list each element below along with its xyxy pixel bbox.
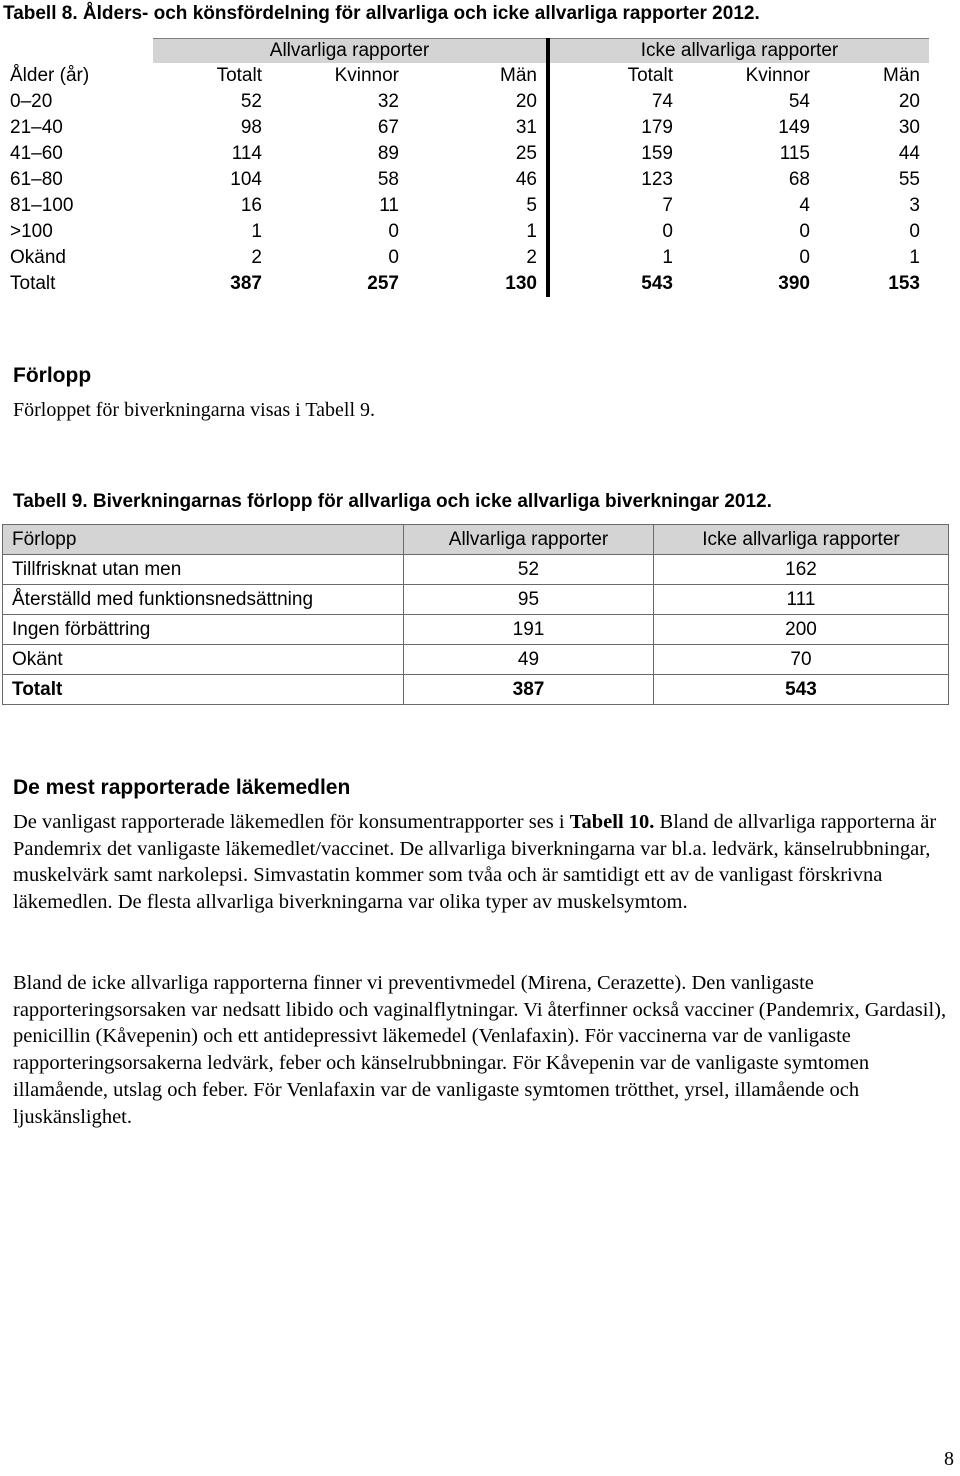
table8-total-cell: 543 bbox=[641, 273, 673, 294]
table8-cell: 81–100 bbox=[10, 195, 74, 216]
table9-total-label: Totalt bbox=[3, 675, 404, 705]
table-row bbox=[3, 585, 949, 615]
table-row bbox=[3, 219, 929, 245]
table8-cell: 98 bbox=[240, 117, 262, 138]
table9-cell: 191 bbox=[404, 615, 654, 645]
table8-caption: Tabell 8. Ålders- och könsfördelning för allvarliga och icke allvarliga rapporter 2012. bbox=[3, 3, 760, 24]
table8-cell: 11 bbox=[379, 195, 399, 216]
table-row bbox=[3, 555, 949, 585]
table8-group-header-serious: Allvarliga rapporter bbox=[153, 39, 548, 64]
table8-cell: 25 bbox=[408, 141, 548, 167]
table9-total-cell: 543 bbox=[654, 675, 949, 705]
table8-cell: 0 bbox=[799, 247, 810, 268]
table8-total-cell: 257 bbox=[367, 273, 399, 294]
table-row bbox=[3, 141, 929, 167]
table8-cell: 74 bbox=[651, 91, 673, 112]
table-row bbox=[3, 245, 929, 271]
table8-total-label: Totalt bbox=[10, 273, 56, 294]
table8-column-header: Män bbox=[408, 63, 548, 89]
table-row bbox=[3, 193, 929, 219]
table9-column-header: Förlopp bbox=[3, 525, 404, 555]
outcome-table bbox=[2, 524, 949, 705]
table-row bbox=[3, 115, 929, 141]
table9-caption: Tabell 9. Biverkningarnas förlopp för allvarliga och icke allvarliga biverkningar 2012. bbox=[13, 491, 772, 512]
table9-cell: 111 bbox=[654, 585, 949, 615]
table9-cell: 200 bbox=[654, 615, 949, 645]
table8-cell: 67 bbox=[377, 117, 399, 138]
lakemedel-heading: De mest rapporterade läkemedlen bbox=[13, 776, 351, 799]
paragraph-text: Bland de allvarliga rapporterna är Pandemrix det vanligaste läkemedlet/vaccinet. De allvarliga biverkningarna var bl.a. ledvärk, känselrubbningar, muskelvärk samt narkolepsi. Simvastatin kommer som tvåa och är samtidigt ett av de vanligast förskrivna läkemedlen. De flesta allvarliga biverkningarna var olika typer av muskelsymtom. bbox=[13, 811, 937, 914]
table8-cell: 1 bbox=[251, 221, 262, 242]
table-total-row bbox=[3, 271, 929, 297]
table9-total-cell: 387 bbox=[404, 675, 654, 705]
table8-cell: 32 bbox=[377, 91, 399, 112]
table9-cell: 162 bbox=[654, 555, 949, 585]
age-gender-table bbox=[3, 38, 929, 297]
table8-cell: Okänd bbox=[10, 247, 66, 268]
table8-cell: 5 bbox=[408, 193, 548, 219]
table8-total-cell: 130 bbox=[408, 271, 548, 297]
table8-cell: 21–40 bbox=[10, 117, 63, 138]
table8-cell: 1 bbox=[909, 247, 920, 268]
table8-cell: 16 bbox=[240, 195, 262, 216]
table8-group-header-nonserious: Icke allvarliga rapporter bbox=[548, 39, 929, 64]
table8-column-header: Ålder (år) bbox=[10, 65, 90, 86]
table8-cell: 4 bbox=[799, 195, 810, 216]
table8-column-header: Män bbox=[883, 65, 920, 86]
table8-cell: 0 bbox=[909, 221, 920, 242]
table8-cell: 1 bbox=[408, 219, 548, 245]
lakemedel-paragraph-1 bbox=[13, 809, 953, 916]
lakemedel-paragraph-2: Bland de icke allvarliga rapporterna finner vi preventivmedel (Mirena, Cerazette). Den vanligaste rapporteringsorsaken var nedsatt libido och vaginalflytningar. Vi återfinner också vacciner (Pandemrix, Gardasil), penicillin (Kåvepenin) och ett antidepressivt läkemedel (Venlafaxin). För vaccinerna var de vanligaste rapporteringsorsakerna ledvärk, feber och känselrubbningar. För Kåvepenin var de vanligaste symtomen illamående, utslag och feber. För Venlafaxin var de vanligaste symtomen trötthet, yrsel, illamående och ljuskänslighet. bbox=[13, 972, 947, 1128]
table8-cell: 149 bbox=[778, 117, 810, 138]
paragraph-text: De vanligast rapporterade läkemedlen för konsumentrapporter ses i bbox=[13, 811, 570, 833]
table8-cell: 0 bbox=[662, 221, 673, 242]
table8-column-header: Kvinnor bbox=[745, 65, 810, 86]
table8-cell: 0 bbox=[799, 221, 810, 242]
table9-column-header: Icke allvarliga rapporter bbox=[654, 525, 949, 555]
table8-total-cell: 387 bbox=[230, 273, 262, 294]
table9-header-row bbox=[3, 525, 949, 555]
table8-group-header-row bbox=[3, 39, 929, 64]
forlopp-text: Förloppet för biverkningarna visas i Tabell 9. bbox=[13, 399, 376, 421]
table8-cell: 54 bbox=[788, 91, 810, 112]
table9-cell: 95 bbox=[404, 585, 654, 615]
forlopp-heading: Förlopp bbox=[13, 364, 92, 387]
table8-cell: 31 bbox=[408, 115, 548, 141]
page-number: 8 bbox=[944, 1448, 954, 1470]
table-row bbox=[3, 615, 949, 645]
table-total-row bbox=[3, 675, 949, 705]
table9-cell: Återställd med funktionsnedsättning bbox=[3, 585, 404, 615]
table8-cell: 0 bbox=[388, 247, 399, 268]
table8-cell: 44 bbox=[898, 143, 920, 164]
table8-cell: 61–80 bbox=[10, 169, 63, 190]
table9-cell: 52 bbox=[404, 555, 654, 585]
table8-cell: 159 bbox=[641, 143, 673, 164]
table9-column-header: Allvarliga rapporter bbox=[404, 525, 654, 555]
table-reference: Tabell 10. bbox=[569, 811, 655, 833]
table8-cell: 114 bbox=[231, 143, 262, 164]
table8-cell: 46 bbox=[408, 167, 548, 193]
table8-cell: 0–20 bbox=[10, 91, 53, 112]
table9-cell: 70 bbox=[654, 645, 949, 675]
table8-cell: 2 bbox=[251, 247, 262, 268]
table8-cell: 104 bbox=[230, 169, 262, 190]
table9-cell: Okänt bbox=[3, 645, 404, 675]
table8-cell: 3 bbox=[909, 195, 920, 216]
table9-cell: Ingen förbättring bbox=[3, 615, 404, 645]
table9-cell: 49 bbox=[404, 645, 654, 675]
table-row bbox=[3, 89, 929, 115]
table8-cell: 179 bbox=[641, 117, 673, 138]
table8-cell: 20 bbox=[898, 91, 920, 112]
table9-cell: Tillfrisknat utan men bbox=[3, 555, 404, 585]
table8-cell: 52 bbox=[240, 91, 262, 112]
table8-cell: 123 bbox=[641, 169, 673, 190]
table8-cell: 89 bbox=[377, 143, 399, 164]
table8-cell: 68 bbox=[788, 169, 810, 190]
table8-cell: 7 bbox=[662, 195, 673, 216]
table8-column-header: Totalt bbox=[627, 65, 673, 86]
table8-cell: 20 bbox=[408, 89, 548, 115]
table8-column-header: Kvinnor bbox=[334, 65, 399, 86]
table8-column-header-row bbox=[3, 63, 929, 89]
table8-cell: 1 bbox=[662, 247, 673, 268]
table8-total-cell: 153 bbox=[888, 273, 920, 294]
table8-cell: 55 bbox=[898, 169, 920, 190]
table-row bbox=[3, 645, 949, 675]
table-row bbox=[3, 167, 929, 193]
table8-cell: 0 bbox=[388, 221, 399, 242]
table8-cell: 41–60 bbox=[10, 143, 63, 164]
table8-cell: 58 bbox=[377, 169, 399, 190]
table8-cell: >100 bbox=[10, 221, 53, 242]
table8-group-header-empty bbox=[3, 39, 153, 64]
table8-cell: 2 bbox=[408, 245, 548, 271]
table8-cell: 115 bbox=[779, 143, 810, 164]
table8-cell: 30 bbox=[898, 117, 920, 138]
table8-column-header: Totalt bbox=[216, 65, 262, 86]
table8-total-cell: 390 bbox=[778, 273, 810, 294]
